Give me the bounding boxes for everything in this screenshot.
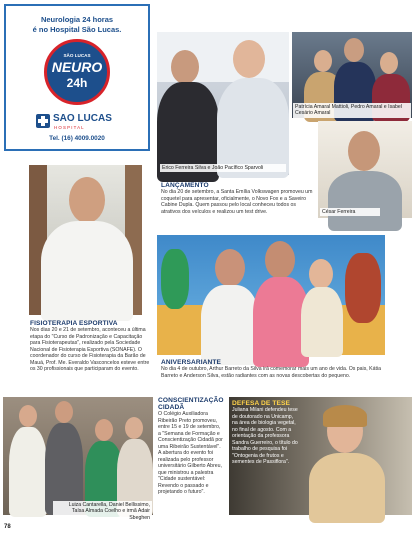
section-title: ANIVERSARIANTE [161, 359, 222, 366]
photo-juliana [229, 397, 412, 515]
section-defesa [232, 400, 298, 466]
photo-two-men [157, 32, 289, 175]
section-title: FISIOTERAPIA ESPORTIVA [30, 320, 118, 327]
caption-photo-top-right: Patrícia Amaral Mattioli, Pedro Amaral e Isabel Cesário Amaral [293, 103, 411, 118]
ad-phone: Tel. (16) 4009.0020 [49, 135, 105, 142]
badge-top-text: SÃO LUCAS [63, 53, 91, 58]
page-number: 78 [4, 524, 11, 530]
section-conscientizacao [158, 397, 224, 496]
caption-photo-right-mid: César Ferreira [320, 208, 380, 216]
section-lancamento [161, 182, 316, 215]
ad-subline: é no Hospital São Lucas. [32, 25, 122, 34]
hospital-ad[interactable] [4, 4, 150, 151]
photo-everaldo [29, 165, 142, 315]
section-text: Nos dias 20 e 21 de setembro, aconteceu a última etapa do "Curso de Padronização e Capacitação para Fisioterapeutas", realizado pela Sociedade Nacional de Fisioterapia Esportiva (SONAFE). O coordenador do curso de Fisioterapia da Barão de Mauá, Prof. Me. Everaldo Vasconcelos esteve entre os 30 profissionais que participaram do evento. [30, 327, 150, 372]
caption-photo-bottom-left: Luiza Cantarella, Daniel Bellissimo, Taísa Almada Coelho e irmã Adair Sbeghen [53, 501, 152, 522]
section-fisioterapia [30, 320, 150, 373]
badge-bottom-text: 24h [66, 76, 88, 90]
hospital-logo-icon [36, 114, 50, 128]
photo-family [292, 32, 412, 118]
section-aniversariante [161, 359, 387, 379]
section-text: Juliana Milani defendeu tese de doutorado na Unicamp, na área de biologia vegetal, no final de agosto. Com a orientação da professora Sandra Guerreiro, o título do trabalho de pesquisa foi "Ontogenia de frutos e sementes de Passiflora". [232, 407, 298, 465]
section-title: LANÇAMENTO [161, 182, 209, 189]
photo-birthday [157, 235, 385, 355]
section-text: No dia 20 de setembro, a Santa Emília Volkswagen promoveu um coquetel para apresentar, oficialmente, o Novo Fox e a Saveiro Cabine Dupla. Quem passou pelo local conheceu todos os atrativos dos veículos e realizou um test drive. [161, 189, 313, 215]
badge-mid-text: NEURO [51, 59, 103, 75]
photo-cesar [318, 121, 412, 218]
section-text: No dia 4 de outubro, Arthur Barreto da Silva irá comemorar mais um ano de vida. Os pais, Kátia Barreto e Anderson Silva, estão radiantes com as novas descobertas do pequeno. [161, 366, 381, 379]
photo-four-people [3, 397, 153, 521]
section-title: DEFESA DE TESE [232, 400, 290, 407]
caption-photo-top-mid: Erico Ferreira Silva e João Pacífico Sparvoli [160, 164, 286, 172]
ad-logo-sub: H O S P I T A L [54, 125, 84, 130]
section-title: CONSCIENTIZAÇÃO CIDADÃ [158, 397, 224, 411]
neuro-badge [44, 39, 110, 105]
ad-logo-name: SAO LUCAS [53, 113, 112, 124]
section-text: O Colégio Auxiliadora Ribeirão Preto promoveu, entre 15 e 19 de setembro, a "Semana de Formação e Conscientização Cidadã por uma Ribeirão Sustentável". A abertura do evento foi realizada pelo professor universitário Gilberto Abreu, que ministrou a palestra "Cidade sustentável: Revendo o passado e projetando o futuro". [158, 411, 223, 495]
ad-headline: Neurologia 24 horas [40, 15, 114, 24]
